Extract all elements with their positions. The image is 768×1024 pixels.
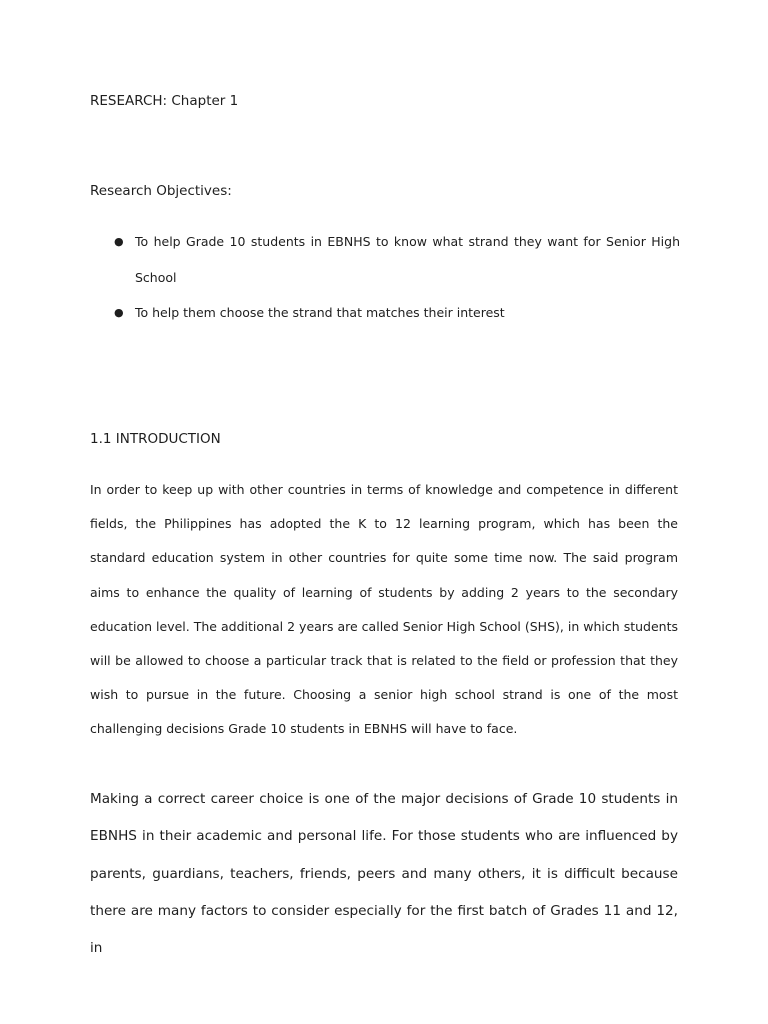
objective-text: To help Grade 10 students in EBNHS to know what strand they want for Senior High School: [135, 234, 680, 285]
bullet-icon: ●: [114, 306, 124, 319]
section-heading: 1.1 INTRODUCTION: [90, 431, 221, 447]
list-item: [90, 295, 680, 331]
objectives-list: [90, 224, 680, 331]
list-item: [90, 224, 680, 295]
body-paragraph: In order to keep up with other countries in terms of knowledge and competence in different fields, the Philippines has adopted the K to 12 learning program, which has been the standard education system in other countries for quite some time now. The said program aims to enhance the quality of learning of students by adding 2 years to the secondary education level. The additional 2 years are called Senior High School (SHS), in which students will be allowed to choose a particular track that is related to the field or profession that they wish to pursue in the future. Choosing a senior high school strand is one of the most challenging decisions Grade 10 students in EBNHS will have to face.: [90, 482, 678, 737]
bullet-icon: ●: [114, 235, 124, 248]
body-paragraph: Making a correct career choice is one of the major decisions of Grade 10 students in EBNHS in their academic and personal life. For those students who are influenced by parents, guardians, teachers, friends, peers and many others, it is difficult because there are many factors to consider especially for the first batch of Grades 11 and 12, in: [90, 791, 678, 957]
objective-text: To help them choose the strand that matches their interest: [135, 305, 505, 320]
objectives-heading: Research Objectives:: [90, 183, 232, 199]
document-title: RESEARCH: Chapter 1: [90, 93, 239, 109]
